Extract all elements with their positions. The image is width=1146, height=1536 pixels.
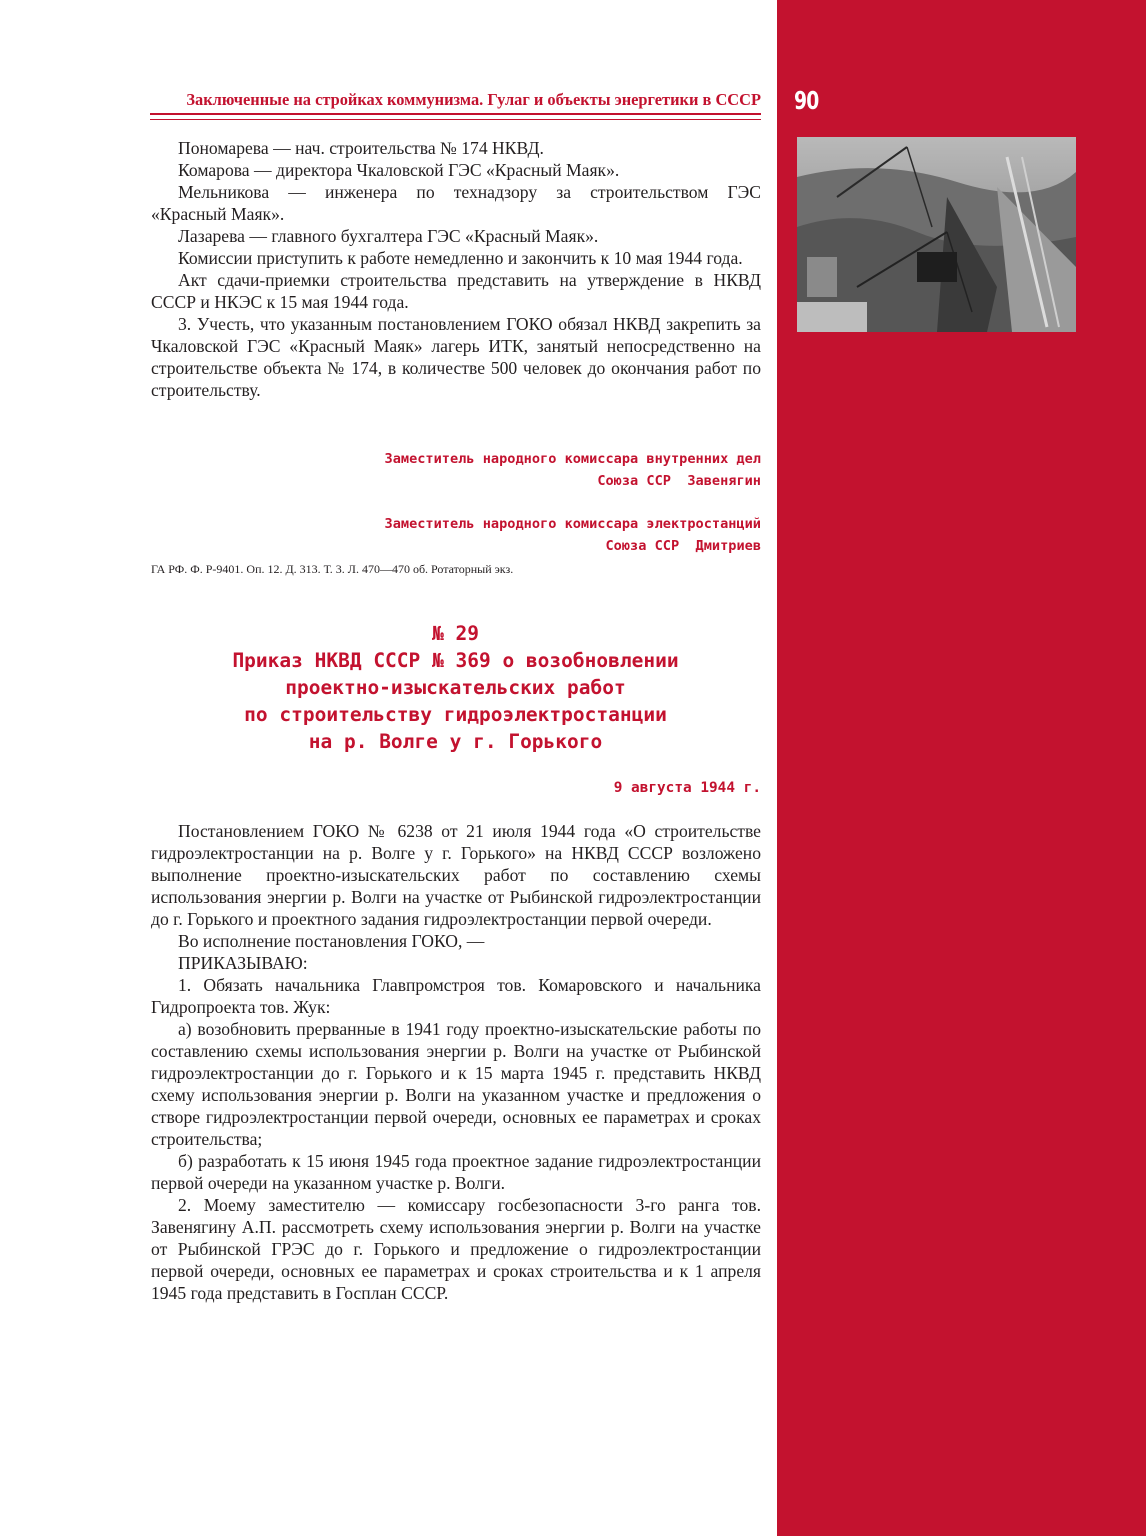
header-rule-thick xyxy=(150,113,761,115)
signature-title: Заместитель народного комиссара внутренних дел xyxy=(384,451,761,467)
paragraph: ПРИКАЗЫВАЮ: xyxy=(178,953,308,973)
paragraph: Комарова — директора Чкаловской ГЭС «Красный Маяк». xyxy=(178,160,620,180)
document-title-line: проектно-изыскательских работ xyxy=(285,676,626,699)
paragraph: 3. Учесть, что указанным постановлением ГОКО обязал НКВД закрепить за Чкаловской ГЭС «Красный Маяк» лагерь ИТК, занятый непосредственно на строительстве объекта № 174, в количестве 500 человек до окончания работ по строительству. xyxy=(151,314,761,400)
paragraph: «Красный Маяк». xyxy=(151,204,285,224)
document-title-line: по строительству гидроэлектростанции xyxy=(244,703,667,726)
paragraph: Пономарева — нач. строительства № 174 НКВД. xyxy=(178,138,544,158)
paragraph: Комиссии приступить к работе немедленно и закончить к 10 мая 1944 года. xyxy=(178,248,743,268)
paragraph: 2. Моему заместителю — комиссару госбезопасности 3-го ранга тов. Завенягину А.П. рассмотреть схему использования энергии р. Волги на участке от Рыбинской ГРЭС до г. Горького и предложение о гидроэлектростанции первой очереди, основных ее параметрах и сроках строительства и к 1 апреля 1945 года представить в Госплан СССР. xyxy=(151,1195,761,1303)
paragraph: Во исполнение постановления ГОКО, — xyxy=(178,931,485,951)
construction-site-photo-icon xyxy=(797,137,1076,332)
signature-block-2 xyxy=(150,513,761,557)
document-title-line: Приказ НКВД СССР № 369 о возобновлении xyxy=(232,649,679,672)
signature-name: Союза ССР Завенягин xyxy=(597,473,761,489)
document-date: 9 августа 1944 г. xyxy=(613,780,761,796)
paragraph: 1. Обязать начальника Главпромстроя тов. Комаровского и начальника Гидропроекта тов. Жук: xyxy=(151,975,761,1017)
paragraph: Мельникова — инженера по технадзору за строительством ГЭС xyxy=(178,182,761,202)
archival-source: ГА РФ. Ф. Р-9401. Оп. 12. Д. 313. Т. 3. Л. 470—470 об. Ротаторный экз. xyxy=(151,562,514,576)
running-header-title: Заключенные на стройках коммунизма. Гулаг и объекты энергетики в СССР xyxy=(186,90,761,109)
signature-title: Заместитель народного комиссара электростанций xyxy=(384,516,761,532)
paragraph: б) разработать к 15 июня 1945 года проектное задание гидроэлектростанции первой очереди на указанном участке р. Волги. xyxy=(151,1151,761,1193)
document-heading xyxy=(150,620,761,755)
signature-block-1 xyxy=(150,448,761,492)
document-body-text xyxy=(151,820,761,1304)
paragraph: а) возобновить прерванные в 1941 году проектно-изыскательские работы по составлению схемы использования энергии р. Волги на участке от Рыбинской гидроэлектростанции до г. Горького и к 15 марта 1945 г. представить НКВД схему использования энергии р. Волги на указанном участке и предложения о створе гидроэлектростанции первой очереди, основных ее параметрах и сроках строительства; xyxy=(151,1019,761,1149)
header-rule-thin xyxy=(150,119,761,120)
top-section-text xyxy=(151,137,761,401)
document-title-line: на р. Волге у г. Горького xyxy=(308,730,603,753)
paragraph: Акт сдачи-приемки строительства представить на утверждение в НКВД СССР и НКЭС к 15 мая 1944 года. xyxy=(151,270,761,312)
paragraph: Лазарева — главного бухгалтера ГЭС «Красный Маяк». xyxy=(178,226,599,246)
page-number: 90 xyxy=(794,86,819,115)
document-number: № 29 xyxy=(432,622,479,645)
signature-name: Союза ССР Дмитриев xyxy=(605,538,761,554)
paragraph: Постановлением ГОКО № 6238 от 21 июля 1944 года «О строительстве гидроэлектростанции на р. Волге у г. Горького» на НКВД СССР возложено выполнение проектно-изыскательских работ по составлению схемы использования энергии р. Волги на участке от Рыбинской гидроэлектростанции до г. Горького и проектного задания гидроэлектростанции первой очереди. xyxy=(151,821,761,929)
